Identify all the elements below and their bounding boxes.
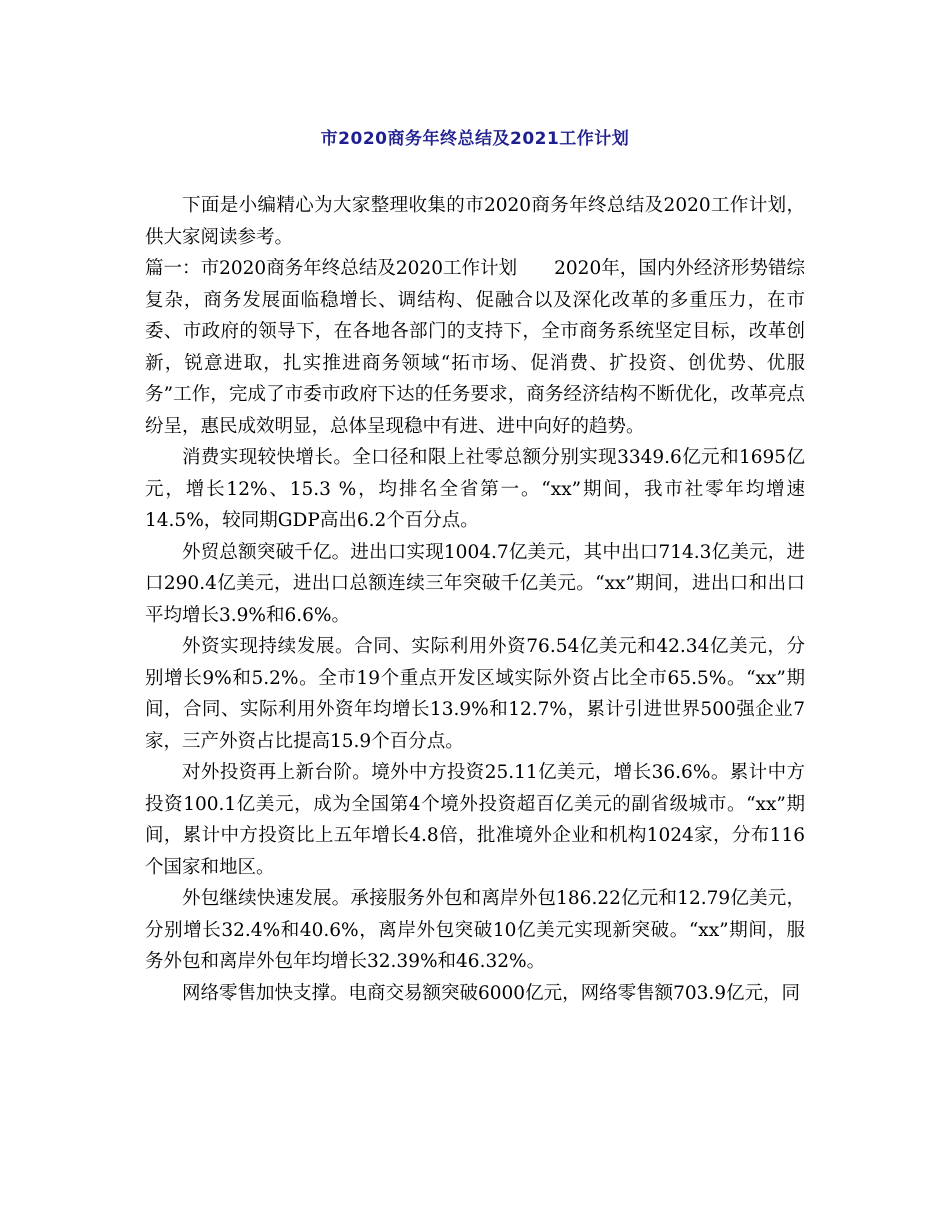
intro-paragraph: 下面是小编精心为大家整理收集的市2020商务年终总结及2020工作计划，供大家阅读参考。	[145, 195, 805, 248]
document-title: 市2020商务年终总结及2021工作计划	[320, 129, 630, 149]
foreign-trade-paragraph: 外贸总额突破千亿。进出口实现1004.7亿美元，其中出口714.3亿美元，进口290.4亿美元，进出口总额连续三年突破千亿美元。“xx”期间，进出口和出口平均增长3.9%和6.6%。	[145, 541, 805, 626]
outsourcing-paragraph: 外包继续快速发展。承接服务外包和离岸外包186.22亿元和12.79亿美元，分别增长32.4%和40.6%，离岸外包突破10亿美元实现新突破。“xx”期间，服务外包和离岸外包年均增长32.39%和46.32%。	[145, 888, 805, 972]
document-body	[145, 190, 805, 1009]
section-one-paragraph: 篇一：市2020商务年终总结及2020工作计划 2020年，国内外经济形势错综复杂，商务发展面临稳增长、调结构、促融合以及深化改革的多重压力，在市委、市政府的领导下，在各地各部门的支持下，全市商务系统坚定目标，改革创新，锐意进取，扎实推进商务领域“拓市场、促消费、扩投资、创优势、优服务”工作，完成了市委市政府下达的任务要求，商务经济结构不断优化，改革亮点纷呈，惠民成效明显，总体呈现稳中有进、进中向好的趋势。	[145, 258, 805, 437]
outbound-investment-paragraph: 对外投资再上新台阶。境外中方投资25.11亿美元，增长36.6%。累计中方投资100.1亿美元，成为全国第4个境外投资超百亿美元的副省级城市。“xx”期间，累计中方投资比上五年增长4.8倍，批准境外企业和机构1024家，分布116个国家和地区。	[145, 762, 805, 878]
online-retail-paragraph: 网络零售加快支撑。电商交易额突破6000亿元，网络零售额703.9亿元，同	[182, 982, 801, 1004]
consumption-paragraph: 消费实现较快增长。全口径和限上社零总额分别实现3349.6亿元和1695亿元，增长12%、15.3 %，均排名全省第一。“xx”期间，我市社零年均增速14.5%，较同期GDP高出6.2个百分点。	[145, 447, 805, 531]
foreign-investment-paragraph: 外资实现持续发展。合同、实际利用外资76.54亿美元和42.34亿美元，分别增长9%和5.2%。全市19个重点开发区域实际外资占比全市65.5%。“xx”期间，合同、实际利用外资年均增长13.9%和12.7%，累计引进世界500强企业7家，三产外资占比提高15.9个百分点。	[145, 636, 805, 752]
